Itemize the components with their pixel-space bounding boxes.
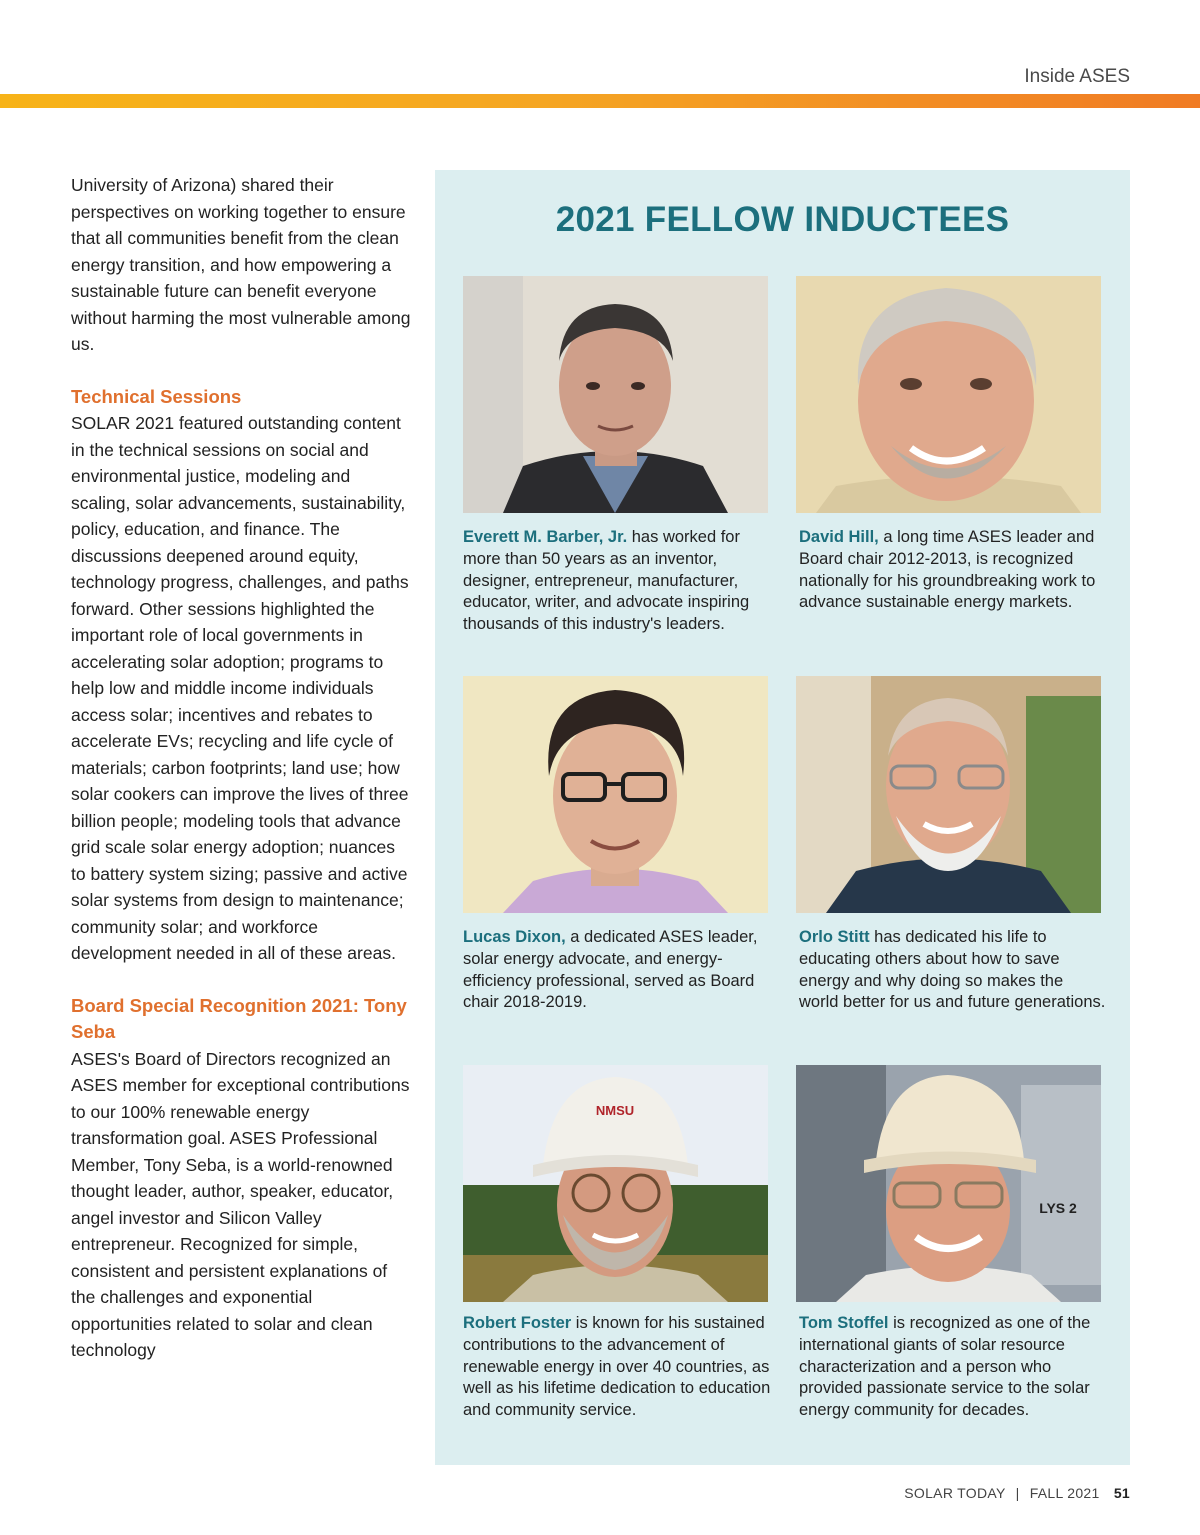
photo-lucas-dixon <box>463 676 768 913</box>
caption-robert-foster <box>463 1313 771 1422</box>
caption-david-hill <box>799 527 1107 614</box>
inductee-description: is known for his sustained contributions to the advancement of renewable energy in over 40 countries, as well as his lifetime dedication to education and community service. <box>463 1314 771 1420</box>
inductee-name: Orlo Stitt <box>799 928 870 946</box>
inductee-description: is recognized as one of the international giants of solar resource characterization and a person who provided passionate service to the solar energy community for decades. <box>799 1314 1091 1420</box>
caption-orlo-stitt <box>799 927 1107 1014</box>
section-label: Inside ASES <box>1024 66 1130 87</box>
caption-everett-barber <box>463 527 771 636</box>
header-color-bar <box>0 94 1200 108</box>
inductee-description: has dedicated his life to educating others about how to save energy and why doing so makes the world better for us and future generations. <box>799 928 1106 1012</box>
board-recognition-heading: Board Special Recognition 2021: Tony Seba <box>71 994 407 1042</box>
page-footer <box>904 1485 1130 1501</box>
inductee-description: a dedicated ASES leader, solar energy advocate, and energy-efficiency professional, served as Board chair 2018-2019. <box>463 928 758 1012</box>
caption-tom-stoffel <box>799 1313 1107 1422</box>
equipment-label: LYS 2 <box>1039 1200 1077 1216</box>
left-column <box>71 172 411 1364</box>
photo-tom-stoffel <box>796 1065 1101 1302</box>
panel-title: 2021 FELLOW INDUCTEES <box>555 200 1010 239</box>
inductee-name: Tom Stoffel <box>799 1314 889 1332</box>
board-recognition-body: ASES's Board of Directors recognized an ASES member for exceptional contributions to our 100% renewable energy transformation goal. ASES Professional Member, Tony Seba, is a world-renowned thought leader, author, speaker, educator, angel investor and Silicon Valley entrepreneur. Recognized for simple, consistent and persistent explanations of the challenges and exponential opportunities related to solar and clean technology <box>71 1048 410 1360</box>
inductee-description: a long time ASES leader and Board chair 2012-2013, is recognized nationally for his groundbreaking work to advance sustainable energy markets. <box>799 528 1096 612</box>
footer-separator: | <box>1015 1485 1020 1501</box>
inductee-name: Everett M. Barber, Jr. <box>463 528 628 546</box>
photo-everett-barber <box>463 276 768 513</box>
photo-orlo-stitt <box>796 676 1101 913</box>
inductee-description: has worked for more than 50 years as an inventor, designer, entrepreneur, manufacturer, educator, writer, and advocate inspiring thousands of this industry's leaders. <box>463 528 750 634</box>
photo-david-hill <box>796 276 1101 513</box>
issue-label: FALL 2021 <box>1029 1485 1100 1501</box>
inductee-name: David Hill, <box>799 528 879 546</box>
photo-robert-foster <box>463 1065 768 1302</box>
technical-sessions-body: SOLAR 2021 featured outstanding content in the technical sessions on social and environmental justice, modeling and scaling, solar advancements, sustainability, policy, education, and finance. The discussions deepened around equity, technology progress, challenges, and paths forward. Other sessions highlighted the important role of local governments in accelerating solar adoption; programs to help low and middle income individuals access solar; incentives and rebates to accelerate EVs; recycling and life cycle of materials; carbon footprints; land use; how solar cookers can improve the lives of three billion people; modeling tools that advance grid scale solar energy adoption; nuances to battery system sizing; passive and active solar systems from design to maintenance; community solar; and workforce development needed in all of these areas. <box>71 413 409 963</box>
inductee-name: Lucas Dixon, <box>463 928 566 946</box>
technical-sessions-heading: Technical Sessions <box>71 385 242 407</box>
cap-logo: NMSU <box>595 1103 635 1118</box>
magazine-name: SOLAR TODAY <box>904 1485 1006 1501</box>
intro-paragraph: University of Arizona) shared their perspectives on working together to ensure that all communities benefit from the clean energy transition, and how empowering a sustainable future can benefit everyone without harming the most vulnerable among us. <box>71 175 411 354</box>
caption-lucas-dixon <box>463 927 771 1014</box>
inductee-name: Robert Foster <box>463 1314 572 1332</box>
page-number: 51 <box>1113 1485 1130 1501</box>
